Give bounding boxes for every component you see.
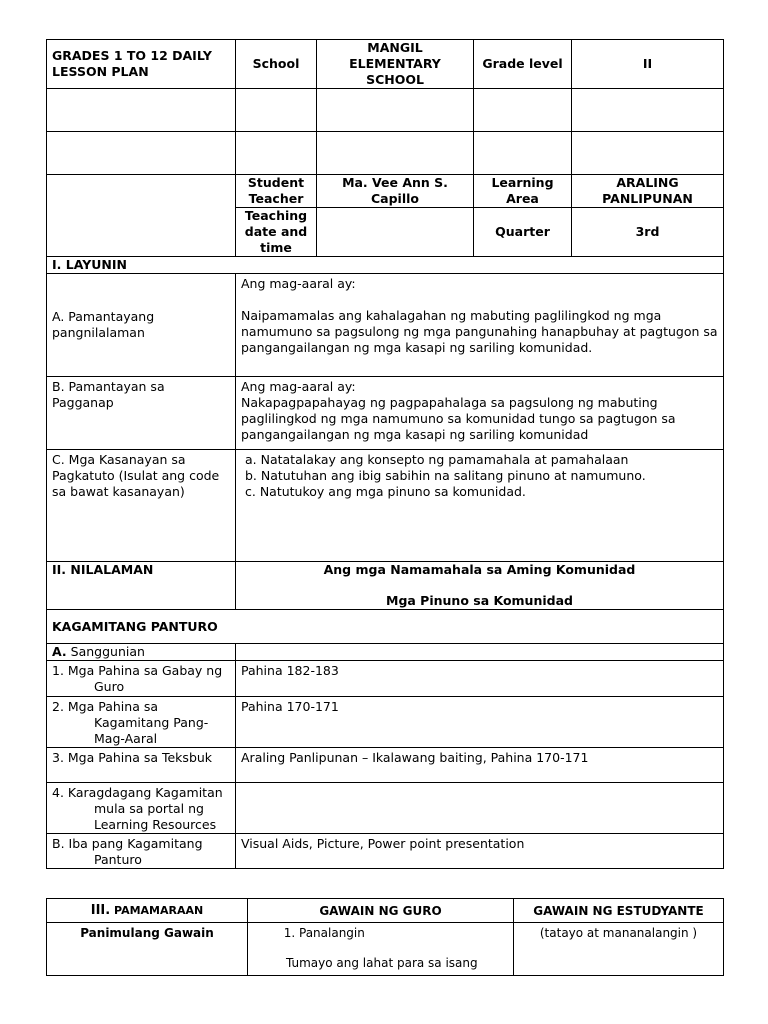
kasanayan-label: C. Mga Kasanayan sa Pagkatuto (Isulat ang code sa bawat kasanayan) bbox=[47, 450, 236, 562]
pamamaraan-header-row bbox=[47, 899, 724, 923]
pamantayang-content: Ang mag-aaral ay: Naipamamalas ang kahalagahan ng mabuting paglilingkod ng mga namumuno sa pagsulong ng mga pangunahing hanapbuhay at pagtugon sa pangangailangan ng mga kasapi ng sariling komunidad. bbox=[236, 274, 724, 377]
empty-row bbox=[47, 132, 724, 175]
teksbuk-value: Araling Panlipunan – Ikalawang baiting, Pahina 170-171 bbox=[236, 748, 724, 783]
pagganap-content: Ang mag-aaral ay: Nakapagpapahayag ng pagpapahalaga sa pagsulong ng mabuting paglilingkod ng mga namumuno sa komunidad tungo sa pagtugon sa pangangailangan ng mga kasapi ng sariling komunidad bbox=[236, 377, 724, 450]
gabay-value: Pahina 182-183 bbox=[236, 661, 724, 697]
empty-cell bbox=[474, 132, 572, 175]
header-row bbox=[47, 40, 724, 89]
panimulang-guro bbox=[248, 923, 514, 976]
quarter-value: 3rd bbox=[572, 208, 724, 257]
nilalaman-heading: II. NILALAMAN bbox=[47, 562, 236, 610]
sanggunian-row bbox=[47, 644, 724, 661]
gabay-label: 1. Mga Pahina sa Gabay ng Guro bbox=[47, 661, 236, 697]
school-value: MANGIL ELEMENTARY SCHOOL bbox=[317, 40, 474, 89]
karagdagan-label: 4. Karagdagang Kagamitan mula sa portal ng Learning Resources bbox=[47, 783, 236, 834]
layunin-heading: I. LAYUNIN bbox=[47, 257, 724, 274]
pamamaraan-table bbox=[46, 898, 724, 976]
empty-cell bbox=[236, 644, 724, 661]
empty-cell bbox=[47, 175, 236, 257]
lesson-plan-table bbox=[46, 39, 724, 869]
nilalaman-subtitle: Mga Pinuno sa Komunidad bbox=[386, 593, 573, 608]
kasanayan-content bbox=[236, 450, 724, 562]
karagdagan-value bbox=[236, 783, 724, 834]
empty-row bbox=[47, 89, 724, 132]
pamamaraan-heading: III. PAMAMARAAN bbox=[47, 899, 248, 923]
pamantayang-row bbox=[47, 274, 724, 377]
kasanayan-row bbox=[47, 450, 724, 562]
teacher-row bbox=[47, 175, 724, 208]
empty-cell bbox=[47, 132, 236, 175]
kagamitan-heading-row bbox=[47, 610, 724, 644]
kagamitang-value: Pahina 170-171 bbox=[236, 697, 724, 748]
grade-level-label: Grade level bbox=[474, 40, 572, 89]
empty-cell bbox=[236, 132, 317, 175]
kagamitang-row bbox=[47, 697, 724, 748]
student-teacher-value: Ma. Vee Ann S. Capillo bbox=[317, 175, 474, 208]
teaching-date-value bbox=[317, 208, 474, 257]
kagamitan-heading: KAGAMITANG PANTURO bbox=[47, 610, 724, 644]
teksbuk-row bbox=[47, 748, 724, 783]
layunin-heading-row bbox=[47, 257, 724, 274]
karagdagan-row bbox=[47, 783, 724, 834]
panimulang-guro-text: Tumayo ang lahat para sa isang bbox=[286, 956, 478, 970]
sanggunian-label: A. Sanggunian bbox=[47, 644, 236, 661]
panimulang-label: Panimulang Gawain bbox=[47, 923, 248, 976]
gawain-estudyante-heading: GAWAIN NG ESTUDYANTE bbox=[514, 899, 724, 923]
pagganap-label: B. Pamantayan sa Pagganap bbox=[47, 377, 236, 450]
pamantayang-label: A. Pamantayang pangnilalaman bbox=[47, 274, 236, 377]
teksbuk-label: 3. Mga Pahina sa Teksbuk bbox=[47, 748, 236, 783]
quarter-label: Quarter bbox=[474, 208, 572, 257]
nilalaman-row bbox=[47, 562, 724, 610]
student-teacher-label: Student Teacher bbox=[236, 175, 317, 208]
grade-level-value: II bbox=[572, 40, 724, 89]
iba-pang-row bbox=[47, 834, 724, 869]
nilalaman-title: Ang mga Namamahala sa Aming Komunidad bbox=[323, 562, 636, 577]
empty-cell bbox=[317, 89, 474, 132]
school-label: School bbox=[236, 40, 317, 89]
kasanayan-item: c. Natutukoy ang mga pinuno sa komunidad. bbox=[245, 484, 526, 499]
kasanayan-item: b. Natutuhan ang ibig sabihin na salitang pinuno at namumuno. bbox=[245, 468, 646, 483]
nilalaman-content bbox=[236, 562, 724, 610]
empty-cell bbox=[236, 89, 317, 132]
iba-pang-value: Visual Aids, Picture, Power point presentation bbox=[236, 834, 724, 869]
kagamitang-label: 2. Mga Pahina sa Kagamitang Pang- Mag-Aaral bbox=[47, 697, 236, 748]
pagganap-row bbox=[47, 377, 724, 450]
iba-pang-label: B. Iba pang Kagamitang Panturo bbox=[47, 834, 236, 869]
empty-cell bbox=[317, 132, 474, 175]
plan-title: GRADES 1 TO 12 DAILY LESSON PLAN bbox=[47, 40, 236, 89]
empty-cell bbox=[47, 89, 236, 132]
gawain-guro-heading: GAWAIN NG GURO bbox=[248, 899, 514, 923]
panimulang-estudyante: (tatayo at mananalangin ) bbox=[514, 923, 724, 976]
gabay-row bbox=[47, 661, 724, 697]
empty-cell bbox=[572, 132, 724, 175]
panalangin-item: 1. Panalangin bbox=[299, 925, 508, 941]
kasanayan-item: a. Natatalakay ang konsepto ng pamamahala at pamahalaan bbox=[245, 452, 629, 467]
learning-area-value: ARALING PANLIPUNAN bbox=[572, 175, 724, 208]
learning-area-label: Learning Area bbox=[474, 175, 572, 208]
empty-cell bbox=[572, 89, 724, 132]
teaching-date-label: Teaching date and time bbox=[236, 208, 317, 257]
empty-cell bbox=[474, 89, 572, 132]
panimulang-row bbox=[47, 923, 724, 976]
